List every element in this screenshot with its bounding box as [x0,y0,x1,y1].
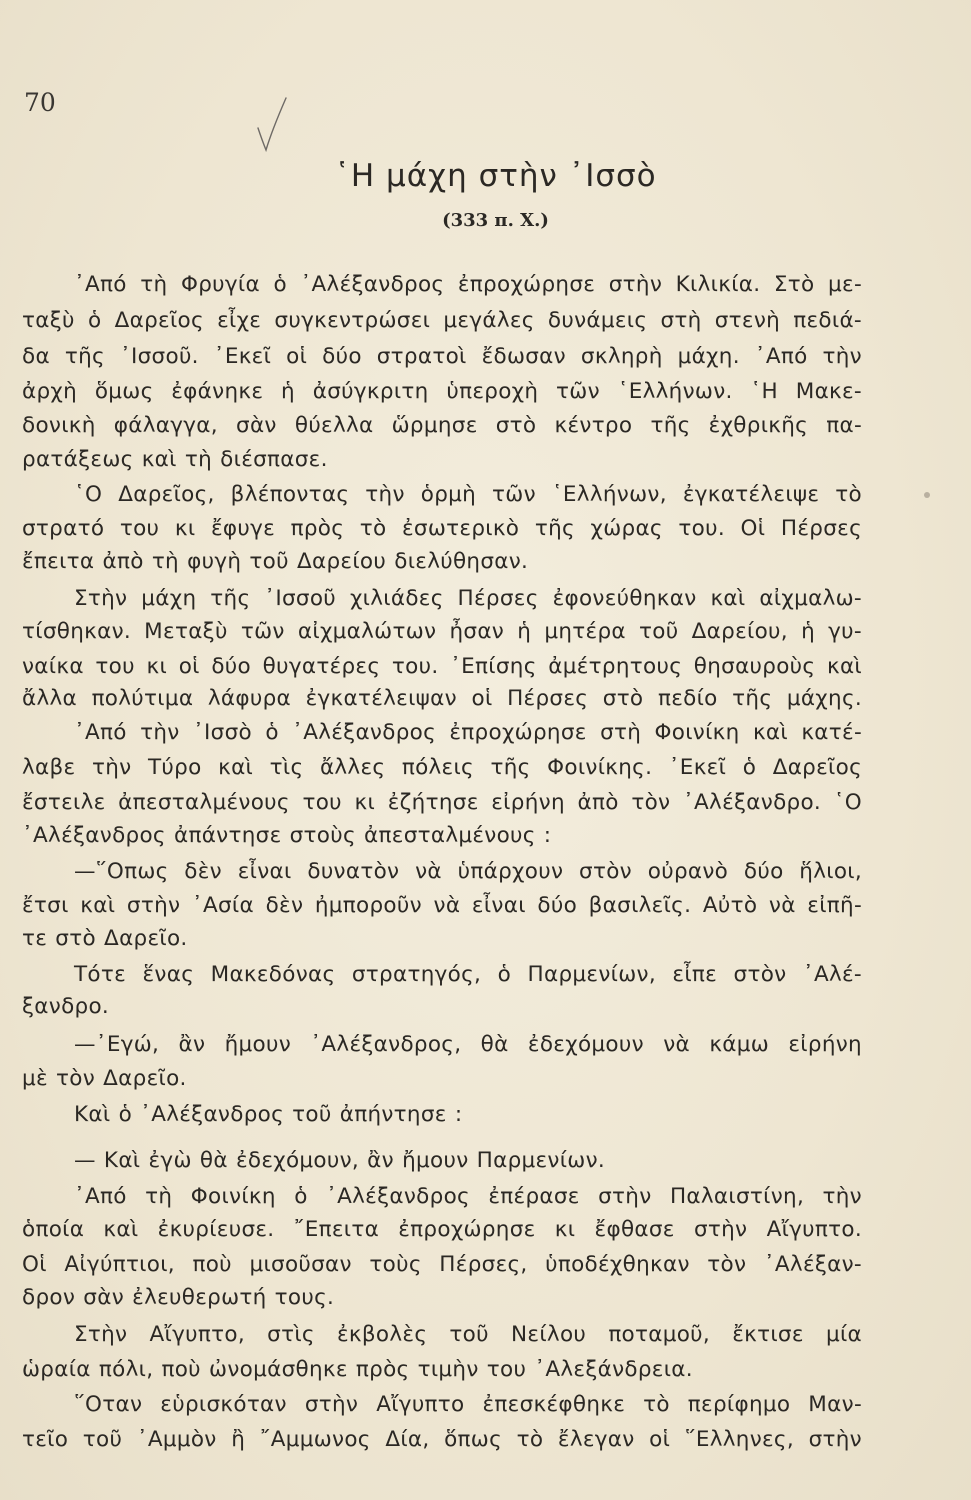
text-line: ᾿Από τὴ Φοινίκη ὁ ᾿Αλέξανδρος ἐπέρασε στὴν Παλαιστίνη, τὴν [74,1184,862,1209]
text-line: ρατάξεως καὶ τὴ διέσπασε. [22,447,328,472]
text-line: ξανδρο. [22,994,110,1019]
text-line: στρατό του κι ἔφυγε πρὸς τὸ ἐσωτερικὸ τῆς χώρας του. Οἱ Πέρσες [22,516,862,541]
text-line: ἄλλα πολύτιμα λάφυρα ἐγκατέλειψαν οἱ Πέρσες στὸ πεδίο τῆς μάχης. [22,686,862,711]
text-line: λαβε τὴν Τύρο καὶ τὶς ἄλλες πόλεις τῆς Φοινίκης. ᾿Εκεῖ ὁ Δαρεῖος [22,755,862,780]
text-line: ἀρχὴ ὅμως ἐφάνηκε ἡ ἀσύγκριτη ὑπεροχὴ τῶν ῾Ελλήνων. ῾Η Μακε- [22,379,862,404]
text-line: — Καὶ ἐγὼ θὰ ἐδεχόμουν, ἂν ἤμουν Παρμενίων. [74,1148,606,1173]
text-line: ὡραία πόλι, ποὺ ὠνομάσθηκε πρὸς τιμὴν του ᾿Αλεξάνδρεια. [22,1357,693,1382]
text-line: ὁποία καὶ ἐκυρίευσε. ῎Επειτα ἐπροχώρησε κι ἔφθασε στὴν Αἴγυπτο. [22,1217,862,1242]
text-line: ῾Ο Δαρεῖος, βλέποντας τὴν ὁρμὴ τῶν ῾Ελλήνων, ἐγκατέλειψε τὸ [74,482,862,507]
text-line: Καὶ ὁ ᾿Αλέξανδρος τοῦ ἀπήντησε : [74,1102,463,1127]
text-line: ἔπειτα ἀπὸ τὴ φυγὴ τοῦ Δαρείου διελύθησαν. [22,549,529,574]
text-line: τε στὸ Δαρεῖο. [22,926,188,951]
text-line: Στὴν μάχη τῆς ᾿Ισσοῦ χιλιάδες Πέρσες ἐφονεύθηκαν καὶ αἰχμαλω- [74,586,862,611]
text-line: —᾿Εγώ, ἂν ἤμουν ᾿Αλέξανδρος, θὰ ἐδεχόμουν νὰ κάμω εἰρήνη [74,1032,862,1057]
page-number: 70 [24,88,56,117]
text-line: —῞Οπως δὲν εἶναι δυνατὸν νὰ ὑπάρχουν στὸν οὐρανὸ δύο ἥλιοι, [74,859,862,884]
text-line: τίσθηκαν. Μεταξὺ τῶν αἰχμαλώτων ἦσαν ἡ μητέρα τοῦ Δαρείου, ἡ γυ- [22,619,862,644]
text-line: ᾿Από τὴν ᾿Ισσὸ ὁ ᾿Αλέξανδρος ἐπροχώρησε στὴ Φοινίκη καὶ κατέ- [74,720,862,745]
text-line: δονικὴ φάλαγγα, σὰν θύελλα ὥρμησε στὸ κέντρο τῆς ἐχθρικῆς πα- [22,413,862,438]
text-line: ᾿Αλέξανδρος ἀπάντησε στοὺς ἀπεσταλμένους : [22,823,552,848]
text-line: ᾿Από τὴ Φρυγία ὁ ᾿Αλέξανδρος ἐπροχώρησε στὴν Κιλικία. Στὸ με- [74,272,862,297]
chapter-date: (333 π. Χ.) [442,210,549,231]
text-line: ῞Οταν εὑρισκόταν στὴν Αἴγυπτο ἐπεσκέφθηκε τὸ περίφημο Μαν- [74,1392,862,1417]
text-line: δρον σὰν ἐλευθερωτή τους. [22,1285,335,1310]
paper-speck [924,492,930,498]
text-line: Οἱ Αἰγύπτιοι, ποὺ μισοῦσαν τοὺς Πέρσες, ὑποδέχθηκαν τὸν ᾿Αλέξαν- [22,1252,862,1277]
text-line: ταξὺ ὁ Δαρεῖος εἶχε συγκεντρώσει μεγάλες δυνάμεις στὴ στενὴ πεδιά- [22,308,862,333]
text-line: τεῖο τοῦ ᾿Αμμὸν ἢ ῎Αμμωνος Δία, ὅπως τὸ ἔλεγαν οἱ ῞Ελληνες, στὴν [22,1427,862,1452]
text-line: ἔτσι καὶ στὴν ᾿Ασία δὲν ἠμποροῦν νὰ εἶναι δύο βασιλεῖς. Αὐτὸ νὰ εἰπῆ- [22,893,862,918]
text-line: δα τῆς ᾿Ισσοῦ. ᾿Εκεῖ οἱ δύο στρατοὶ ἔδωσαν σκληρὴ μάχη. ᾿Από τὴν [22,344,862,369]
text-line: ἔστειλε ἀπεσταλμένους του κι ἐζήτησε εἰρήνη ἀπὸ τὸν ᾿Αλέξανδρο. ῾Ο [22,790,862,815]
text-line: Τότε ἕνας Μακεδόνας στρατηγός, ὁ Παρμενίων, εἶπε στὸν ᾿Αλέ- [74,962,862,987]
text-line: Στὴν Αἴγυπτο, στὶς ἐκβολὲς τοῦ Νείλου ποταμοῦ, ἔκτισε μία [74,1322,862,1347]
chapter-title: ῾Η μάχη στὴν ᾿Ισσὸ [334,158,657,194]
text-line: μὲ τὸν Δαρεῖο. [22,1066,187,1091]
text-line: ναίκα του κι οἱ δύο θυγατέρες του. ᾿Επίσης ἀμέτρητους θησαυροὺς καὶ [22,654,862,679]
